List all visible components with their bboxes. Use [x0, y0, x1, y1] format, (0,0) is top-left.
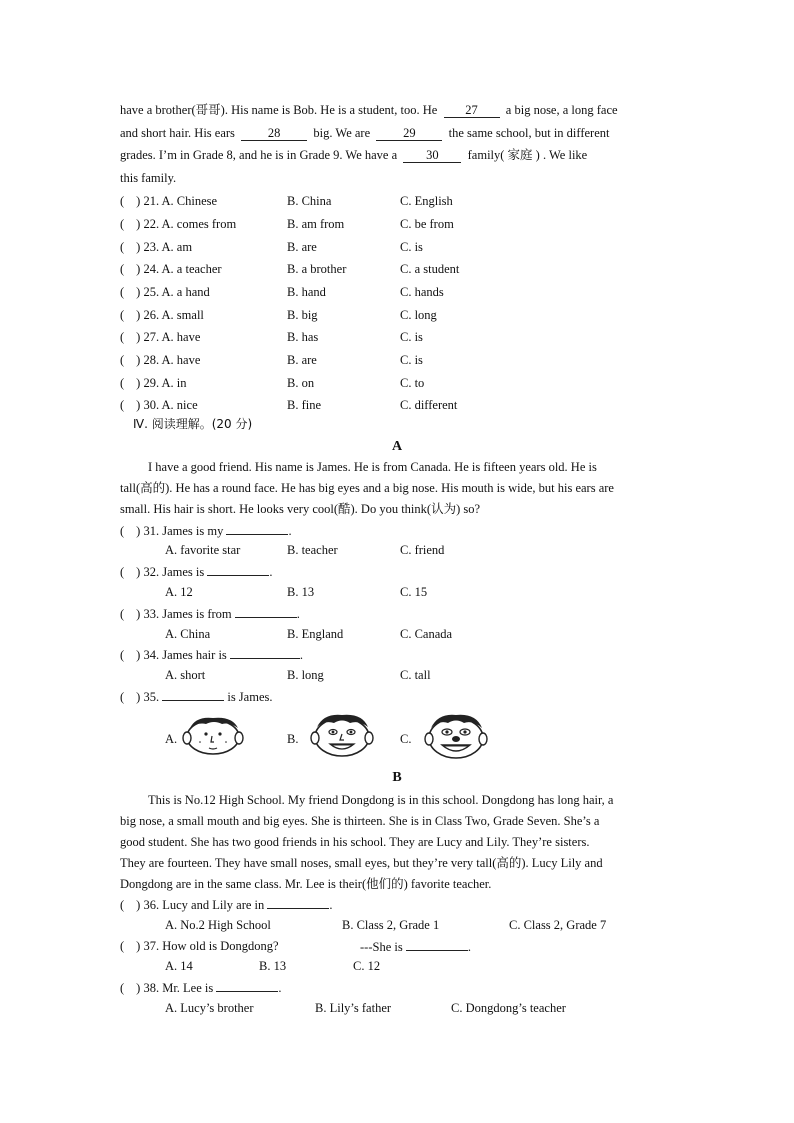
- section-heading-reading: Ⅳ. 阅读理解。(20 分): [133, 417, 253, 431]
- mc-option-b[interactable]: B. China: [287, 194, 332, 208]
- answer-blank[interactable]: [267, 896, 329, 909]
- blank-30[interactable]: 30: [403, 148, 461, 163]
- mc-row: ( ) 24. A. a teacher: [120, 262, 222, 276]
- passage-b-text: This is No.12 High School. My friend Dongdong is in this school. Dongdong has long hair, a big nose, a small mouth and big eyes. She is thirteen. She is in Class Two, Grade Seven. She’s a good student. She has two good friends in his school. They are Lucy and Lily. They’re sisters. They are fourteen. They have small noses, small eyes, but they’re very tall(高的). Lucy Lily and Dongdong are in the same class. Mr. Lee is their(他们的) favorite teacher.: [120, 793, 614, 891]
- q36-option-c[interactable]: C. Class 2, Grade 7: [509, 918, 607, 932]
- q31-option-a[interactable]: A. favorite star: [165, 543, 241, 557]
- question-37: ( ) 37. How old is Dongdong?: [120, 939, 279, 953]
- mc-option-c[interactable]: C. be from: [400, 217, 454, 231]
- question-38: ( ) 38. Mr. Lee is .: [120, 981, 282, 995]
- mc-option-b[interactable]: B. has: [287, 330, 319, 344]
- q38-option-a[interactable]: A. Lucy’s brother: [165, 1001, 254, 1015]
- q35-option-b[interactable]: B.: [287, 732, 299, 746]
- answer-blank[interactable]: [207, 563, 269, 576]
- face-a-icon[interactable]: [176, 712, 250, 756]
- mc-option-c[interactable]: C. long: [400, 308, 437, 322]
- cloze-line-3: grades. I’m in Grade 8, and he is in Grade 9. We have a 30 family( 家庭 ) . We like: [120, 148, 588, 163]
- question-31: ( ) 31. James is my .: [120, 524, 292, 538]
- mc-row: ( ) 25. A. a hand: [120, 285, 210, 299]
- mc-row: ( ) 30. A. nice: [120, 398, 198, 412]
- mc-row: ( ) 29. A. in: [120, 376, 187, 390]
- passage-a-title: A: [391, 439, 403, 454]
- mc-option-b[interactable]: B. are: [287, 353, 317, 367]
- answer-blank[interactable]: [226, 522, 288, 535]
- mc-option-c[interactable]: C. is: [400, 240, 423, 254]
- q31-option-c[interactable]: C. friend: [400, 543, 445, 557]
- q33-option-a[interactable]: A. China: [165, 627, 211, 641]
- blank-27[interactable]: 27: [444, 103, 500, 118]
- mc-row: ( ) 22. A. comes from: [120, 217, 237, 231]
- mc-row: ( ) 27. A. have: [120, 330, 201, 344]
- q34-option-a[interactable]: A. short: [165, 668, 206, 682]
- mc-option-b[interactable]: B. are: [287, 240, 317, 254]
- question-34: ( ) 34. James hair is .: [120, 648, 304, 662]
- q35-option-a[interactable]: A.: [165, 732, 178, 746]
- answer-blank[interactable]: [216, 979, 278, 992]
- q38-option-c[interactable]: C. Dongdong’s teacher: [451, 1001, 566, 1015]
- mc-option-b[interactable]: B. big: [287, 308, 318, 322]
- mc-option-b[interactable]: B. am from: [287, 217, 345, 231]
- mc-row: ( ) 28. A. have: [120, 353, 201, 367]
- answer-blank[interactable]: [235, 605, 297, 618]
- mc-option-c[interactable]: C. English: [400, 194, 453, 208]
- question-36: ( ) 36. Lucy and Lily are in .: [120, 898, 333, 912]
- q31-option-b[interactable]: B. teacher: [287, 543, 338, 557]
- question-33: ( ) 33. James is from .: [120, 607, 300, 621]
- q33-option-b[interactable]: B. England: [287, 627, 344, 641]
- face-c-icon[interactable]: [418, 710, 494, 760]
- passage-b-title: B: [392, 770, 402, 785]
- answer-blank[interactable]: [406, 938, 468, 951]
- mc-row: ( ) 21. A. Chinese: [120, 194, 218, 208]
- q36-option-a[interactable]: A. No.2 High School: [165, 918, 271, 932]
- blank-28[interactable]: 28: [241, 126, 307, 141]
- mc-option-c[interactable]: C. hands: [400, 285, 444, 299]
- mc-option-b[interactable]: B. a brother: [287, 262, 347, 276]
- mc-option-c[interactable]: C. is: [400, 353, 423, 367]
- passage-a-text: I have a good friend. His name is James. He is from Canada. He is fifteen years old. He is tall(高的). He has a round face. He has big eyes and a big nose. His mouth is wide, but his ears are small. His hair is short. He looks very cool(酷). Do you think(认为) so?: [120, 460, 614, 516]
- answer-blank[interactable]: [230, 646, 300, 659]
- q33-option-c[interactable]: C. Canada: [400, 627, 453, 641]
- q34-option-c[interactable]: C. tall: [400, 668, 431, 682]
- mc-option-b[interactable]: B. hand: [287, 285, 326, 299]
- cloze-line-2: and short hair. His ears 28 big. We are 29 the same school, but in different: [120, 125, 610, 140]
- mc-option-c[interactable]: C. to: [400, 376, 425, 390]
- question-32: ( ) 32. James is .: [120, 565, 273, 579]
- mc-option-b[interactable]: B. on: [287, 376, 315, 390]
- cloze-line-4: this family.: [120, 170, 177, 185]
- q37-option-c[interactable]: C. 12: [353, 959, 381, 973]
- q36-option-b[interactable]: B. Class 2, Grade 1: [342, 918, 440, 932]
- q35-option-c[interactable]: C.: [400, 732, 412, 746]
- q37-answer-line: ---She is .: [360, 940, 471, 954]
- face-b-icon[interactable]: [304, 710, 380, 758]
- blank-29[interactable]: 29: [376, 126, 442, 141]
- mc-option-b[interactable]: B. fine: [287, 398, 322, 412]
- q38-option-b[interactable]: B. Lily’s father: [315, 1001, 392, 1015]
- mc-option-c[interactable]: C. a student: [400, 262, 460, 276]
- mc-row: ( ) 26. A. small: [120, 308, 204, 322]
- q34-option-b[interactable]: B. long: [287, 668, 324, 682]
- q32-option-c[interactable]: C. 15: [400, 585, 428, 599]
- q37-option-b[interactable]: B. 13: [259, 959, 287, 973]
- answer-blank[interactable]: [162, 688, 224, 701]
- cloze-passage: [120, 99, 674, 189]
- mc-option-c[interactable]: C. different: [400, 398, 458, 412]
- cloze-line-1: have a brother(哥哥). His name is Bob. He is a student, too. He 27 a big nose, a long face: [120, 103, 618, 117]
- mc-row: ( ) 23. A. am: [120, 240, 193, 254]
- question-35: ( ) 35. is James.: [120, 690, 273, 704]
- q37-option-a[interactable]: A. 14: [165, 959, 193, 973]
- mc-option-c[interactable]: C. is: [400, 330, 423, 344]
- q32-option-b[interactable]: B. 13: [287, 585, 315, 599]
- q32-option-a[interactable]: A. 12: [165, 585, 193, 599]
